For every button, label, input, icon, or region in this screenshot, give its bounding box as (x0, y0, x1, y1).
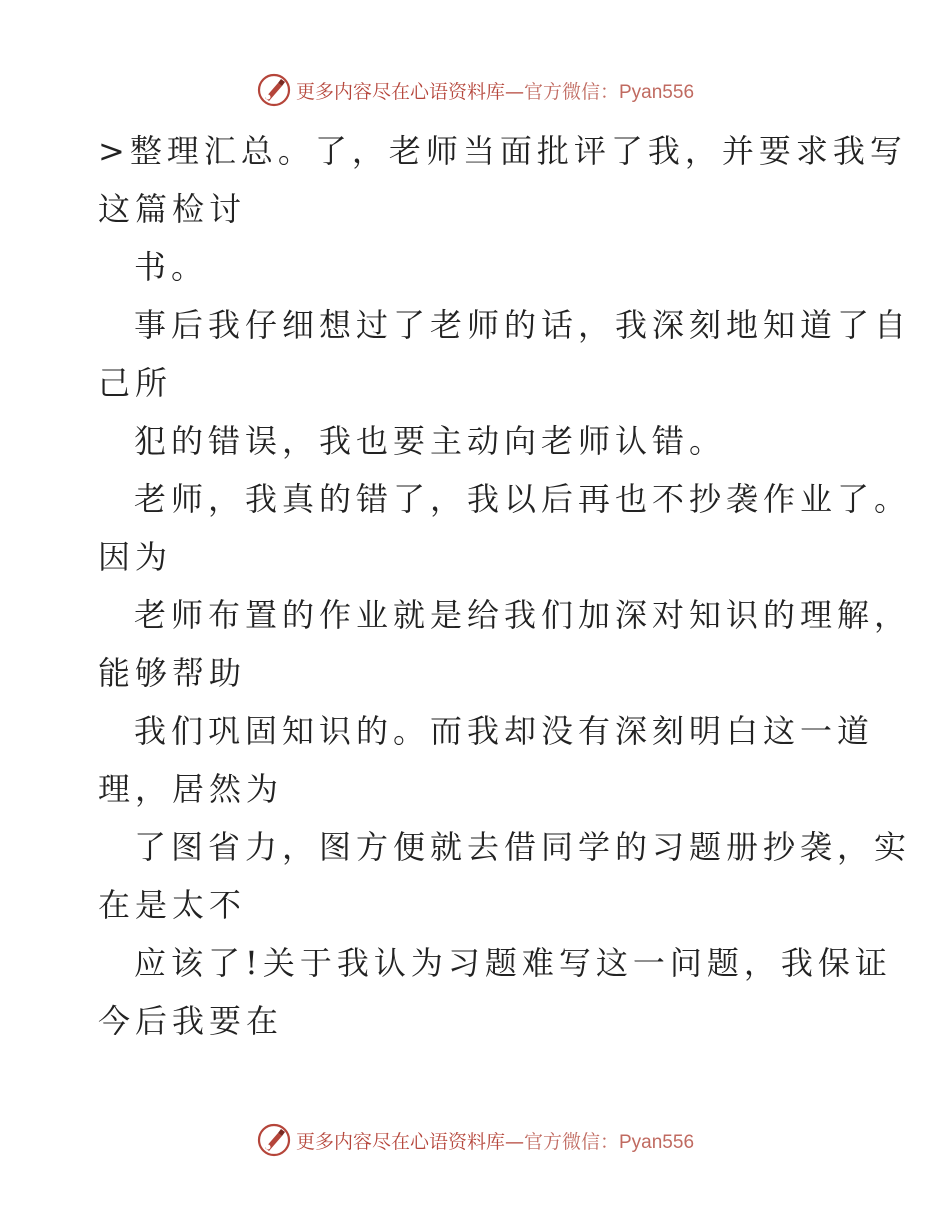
text-line: 了图省力，图方便就去借同学的习题册抄袭，实 (134, 828, 912, 866)
text-line: 理，居然为 (98, 770, 284, 808)
text-line: >整理汇总。了，老师当面批评了我，并要求我写 (98, 132, 907, 170)
text-line: 能够帮助 (98, 654, 247, 692)
footer-banner (0, 1120, 950, 1160)
banner-dash: — (505, 1130, 524, 1153)
banner-title: 更多内容尽在心语资料库 (295, 1130, 505, 1153)
text-line: 事后我仔细想过了老师的话，我深刻地知道了自 (134, 306, 912, 344)
banner-dash: — (505, 80, 524, 103)
text-line: 因为 (98, 538, 173, 576)
text-line: 在是太不 (98, 886, 247, 924)
banner-wechat: 官方微信：Pyan556 (524, 1131, 695, 1153)
text-line: 犯的错误，我也要主动向老师认错。 (134, 422, 727, 460)
pen-logo-icon (256, 72, 292, 108)
document-body (98, 122, 912, 1050)
text-line: 我们巩固知识的。而我却没有深刻明白这一道 (134, 712, 875, 750)
header-banner (0, 70, 950, 110)
text-line: 这篇检讨 (98, 190, 247, 228)
pen-logo-icon (256, 1122, 292, 1158)
banner-title: 更多内容尽在心语资料库 (295, 80, 505, 103)
banner-text (296, 1127, 694, 1154)
banner-text (296, 77, 694, 104)
text-line: 书。 (134, 248, 209, 286)
text-line: 今后我要在 (98, 1002, 284, 1040)
text-line: 应该了!关于我认为习题难写这一问题，我保证 (134, 944, 892, 982)
text-line: 老师，我真的错了，我以后再也不抄袭作业了。 (134, 480, 912, 518)
banner-wechat: 官方微信：Pyan556 (524, 81, 695, 103)
text-line: 己所 (98, 364, 173, 402)
text-line: 老师布置的作业就是给我们加深对知识的理解， (134, 596, 912, 634)
